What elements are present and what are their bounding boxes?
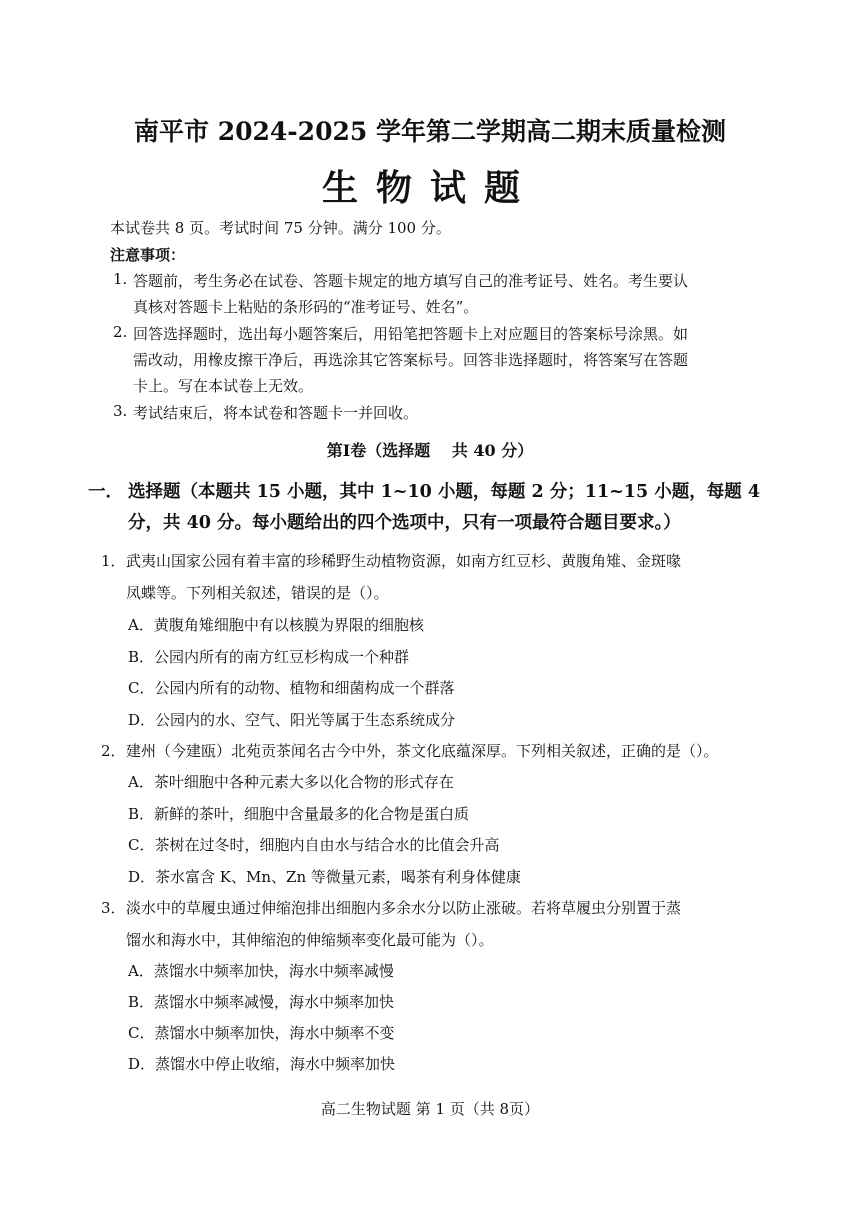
page-footer: 高二生物试题 第 1 页（共 8页） bbox=[320, 1100, 540, 1118]
question-2-option-d: D．茶水富含 K、Mn、Zn 等微量元素，喝茶有利身体健康 bbox=[128, 868, 521, 886]
question-3-option-b: B．蒸馏水中频率减慢，海水中频率加快 bbox=[128, 993, 395, 1011]
question-3-stem-line-2: 馏水和海水中，其伸缩泡的伸缩频率变化最可能为（）。 bbox=[126, 931, 494, 949]
part-one-line-2: 分，共 40 分。每小题给出的四个选项中，只有一项最符合题目要求。） bbox=[128, 513, 681, 533]
question-3-option-d: D．蒸馏水中停止收缩，海水中频率加快 bbox=[128, 1055, 396, 1073]
question-2-number: 2． bbox=[101, 742, 126, 760]
notice-heading: 注意事项： bbox=[110, 246, 186, 264]
question-2-option-b: B．新鲜的茶叶，细胞中含量最多的化合物是蛋白质 bbox=[128, 805, 470, 823]
notice-item-3-line-1: 考试结束后，将本试卷和答题卡一并回收。 bbox=[133, 404, 419, 422]
section-heading: 第Ⅰ卷（选择题 共 40 分） bbox=[326, 441, 534, 460]
subject-title: 生物试题 bbox=[321, 167, 538, 209]
notice-item-3-number: 3. bbox=[113, 402, 128, 420]
question-1-option-d: D．公园内的水、空气、阳光等属于生态系统成分 bbox=[128, 711, 456, 729]
notice-item-2-line-3: 卡上。写在本试卷上无效。 bbox=[133, 377, 314, 395]
question-1-number: 1． bbox=[101, 552, 126, 570]
exam-intro: 本试卷共 8 页。考试时间 75 分钟。满分 100 分。 bbox=[110, 219, 451, 237]
part-one-number: 一． bbox=[88, 482, 123, 502]
notice-item-2-line-1: 回答选择题时，选出每小题答案后，用铅笔把答题卡上对应题目的答案标号涂黑。如 bbox=[133, 325, 689, 343]
notice-item-2-line-2: 需改动，用橡皮擦干净后，再选涂其它答案标号。回答非选择题时，将答案写在答题 bbox=[133, 351, 689, 369]
question-3-number: 3． bbox=[101, 899, 126, 917]
question-1-stem-line-1: 武夷山国家公园有着丰富的珍稀野生动植物资源，如南方红豆杉、黄腹角雉、金斑喙 bbox=[126, 552, 682, 570]
notice-item-1-number: 1. bbox=[113, 270, 128, 288]
exam-title: 南平市 2024-2025 学年第二学期高二期末质量检测 bbox=[134, 117, 726, 146]
question-3-option-a: A．蒸馏水中频率加快，海水中频率减慢 bbox=[128, 962, 394, 980]
notice-item-2-number: 2. bbox=[113, 323, 128, 341]
question-2-option-a: A．茶叶细胞中各种元素大多以化合物的形式存在 bbox=[128, 773, 454, 791]
question-2-stem-line-1: 建州（今建瓯）北苑贡茶闻名古今中外，茶文化底蕴深厚。下列相关叙述，正确的是（）。 bbox=[126, 742, 719, 760]
part-one-line-1: 选择题（本题共 15 小题，其中 1~10 小题，每题 2 分；11~15 小题，每题 4 bbox=[128, 482, 761, 502]
question-1-option-b: B．公园内所有的南方红豆杉构成一个种群 bbox=[128, 648, 410, 666]
question-1-stem-line-2: 凤蝶等。下列相关叙述，错误的是（）。 bbox=[126, 584, 389, 602]
question-3-option-c: C．蒸馏水中频率加快，海水中频率不变 bbox=[128, 1024, 395, 1042]
question-3-stem-line-1: 淡水中的草履虫通过伸缩泡排出细胞内多余水分以防止涨破。若将草履虫分别置于蒸 bbox=[126, 899, 682, 917]
question-1-option-a: A．黄腹角雉细胞中有以核膜为界限的细胞核 bbox=[128, 616, 424, 634]
notice-item-1-line-2: 真核对答题卡上粘贴的条形码的“准考证号、姓名”。 bbox=[133, 298, 479, 316]
question-1-option-c: C．公园内所有的动物、植物和细菌构成一个群落 bbox=[128, 679, 455, 697]
question-2-option-c: C．茶树在过冬时，细胞内自由水与结合水的比值会升高 bbox=[128, 836, 500, 854]
notice-item-1-line-1: 答题前，考生务必在试卷、答题卡规定的地方填写自己的准考证号、姓名。考生要认 bbox=[133, 272, 689, 290]
